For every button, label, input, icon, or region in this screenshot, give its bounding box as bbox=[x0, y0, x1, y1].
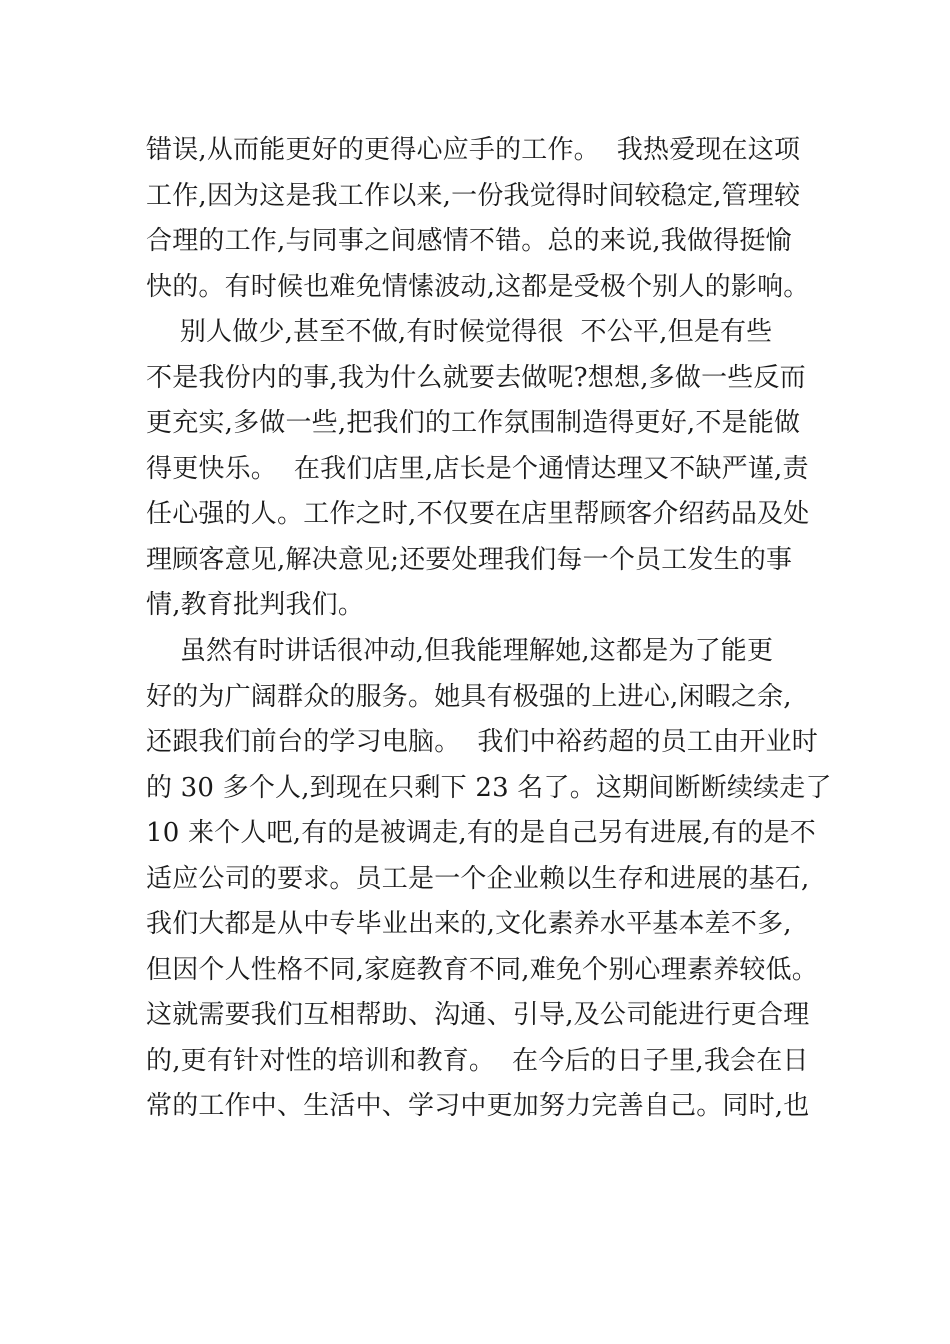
text-line: 好的为广阔群众的服务。她具有极强的上进心,闲暇之余, bbox=[146, 681, 792, 712]
text-line: 合理的工作,与同事之间感情不错。总的来说,我做得挺愉 bbox=[146, 226, 792, 257]
text-line: 这就需要我们互相帮助、沟通、引导,及公司能进行更合理 bbox=[146, 1000, 810, 1031]
text-line: 更充实,多做一些,把我们的工作氛围制造得更好,不是能做 bbox=[146, 408, 801, 439]
text-line: 任心强的人。工作之时,不仅要在店里帮顾客介绍药品及处 bbox=[146, 499, 810, 530]
text-line: 常的工作中、生活中、学习中更加努力完善自己。同时,也 bbox=[146, 1091, 810, 1122]
text-line: 快的。有时候也难免情愫波动,这都是受极个别人的影响。 bbox=[146, 271, 810, 302]
text-line: 理顾客意见,解决意见;还要处理我们每一个员工发生的事 bbox=[146, 544, 793, 575]
text-line: 的,更有针对性的培训和教育。 在今后的日子里,我会在日 bbox=[146, 1045, 809, 1076]
text-line: 适应公司的要求。员工是一个企业赖以生存和进展的基石, bbox=[146, 863, 810, 894]
text-line: 得更快乐。 在我们店里,店长是个通情达理又不缺严谨,责 bbox=[146, 453, 809, 484]
text-line: 虽然有时讲话很冲动,但我能理解她,这都是为了能更 bbox=[146, 636, 774, 667]
text-line: 情,教育批判我们。 bbox=[146, 590, 365, 621]
text-line: 10 来个人吧,有的是被调走,有的是自己另有进展,有的是不 bbox=[146, 818, 816, 849]
text-line: 但因个人性格不同,家庭教育不同,难免个别心理素养较低。 bbox=[146, 954, 818, 985]
text-line: 错误,从而能更好的更得心应手的工作。 我热爱现在这项 bbox=[146, 135, 801, 165]
text-line: 我们大都是从中专毕业出来的,文化素养水平基本差不多, bbox=[146, 909, 792, 940]
text-line: 不是我份内的事,我为什么就要去做呢?想想,多做一些反而 bbox=[146, 362, 806, 393]
text-line: 工作,因为这是我工作以来,一份我觉得时间较稳定,管理较 bbox=[146, 180, 801, 211]
text-line: 的 30 多个人,到现在只剩下 23 名了。这期间断断续续走了 bbox=[146, 772, 832, 803]
text-line: 别人做少,甚至不做,有时候觉得很 不公平,但是有些 bbox=[146, 317, 773, 348]
text-line: 还跟我们前台的学习电脑。 我们中裕药超的员工由开业时 bbox=[146, 727, 818, 758]
document-body bbox=[146, 128, 836, 1130]
